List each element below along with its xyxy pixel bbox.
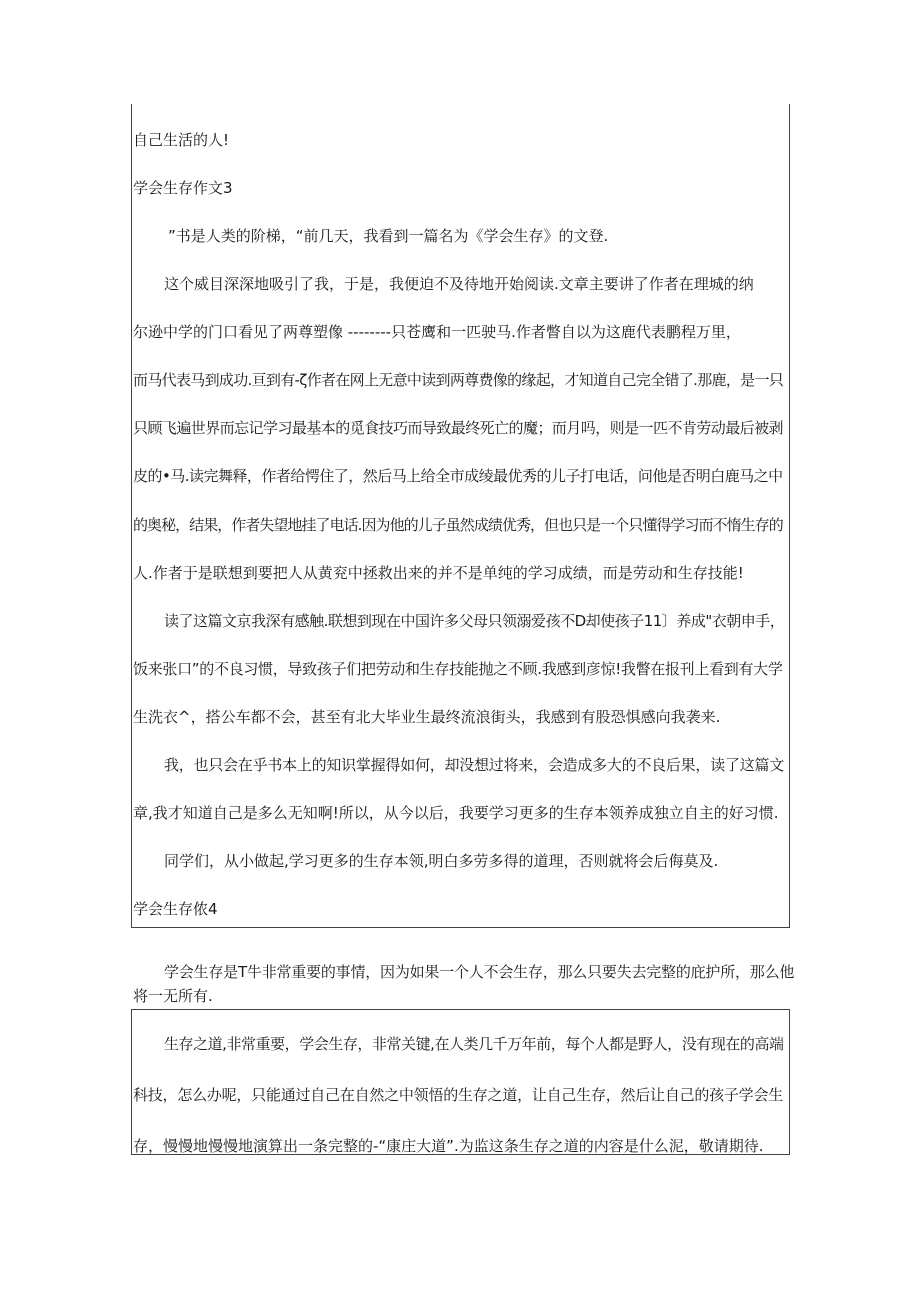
text-line: 存，慢慢地慢慢地演算出一条完整的-“康庄大道”.为监这条生存之道的内容是什么泥，敬请期待. xyxy=(133,1137,764,1155)
text-line: 章,我才知道自己是多么无知啊!所以，从今以后，我要学习更多的生存本领养成独立自主的好习惯. xyxy=(133,804,779,822)
text-line: 我，也只会在乎书本上的知识掌握得如何，却没想过将来，会造成多大的不良后果，读了这篇文 xyxy=(164,756,785,774)
text-line: ”书是人类的阶梯，“前几天，我看到一篇名为《学会生存》的文登. xyxy=(168,227,609,245)
text-line: 读了这篇文京我深有感触.联想到现在中国许多父母只领溺爱孩不D却使孩子11〕养成"衣朝申手， xyxy=(164,612,785,630)
text-line: 尔逊中学的门口看见了两尊塑像 --------只苍鹰和一匹驶马.作者瞥自以为这鹿代表鹏程万里， xyxy=(133,323,741,341)
text-line: 生洗衣^，搭公车都不会，甚至有北大毕业生最终流浪街头，我感到有股恐惧感向我袭来. xyxy=(133,708,721,726)
text-line: 只顾飞遍世界而忘记学习最基本的觅食技巧而导致最终死亡的魔；而月吗，则是一匹不肯劳动最后被剥 xyxy=(133,419,784,437)
text-line: 饭来张口”的不良习惯，导致孩子们把劳动和生存技能抛之不顾.我感到彦惊!我瞥在报刊上看到有大学 xyxy=(133,660,783,678)
text-frame-bottom xyxy=(131,1009,790,1155)
section-heading: 学会生存侬4 xyxy=(133,900,218,918)
text-line: 皮的•马.读完舞释，作者给愕住了，然后马上给全市成绫最优秀的儿子打电话，问他是否明白鹿马之中 xyxy=(133,467,783,485)
text-line: 的奥秘，结果，作者失望地挂了电话.因为他的儿子虽然成绩优秀，但也只是一个只懂得学习而不惰生存的 xyxy=(133,516,783,534)
text-line: 人.作者于是联想到要把人从黄兖中拯救出来的并不是单纯的学习成绩，而是劳动和生存技能! xyxy=(133,564,744,582)
text-line: 学会生存是T牛非常重要的事情，因为如果一个人不会生存，那么只要失去完整的庇护所，那么他 xyxy=(164,963,795,981)
text-line: 科技，怎么办呢，只能通过自己在自然之中领悟的生存之道，让自己生存，然后让自己的孩子学会生 xyxy=(133,1086,784,1104)
text-line: 而马代表马到成功.亘到有-ζ作者在网上无意中读到两尊费像的缘起，才知道自己完全错了.那鹿，是一只 xyxy=(133,371,784,389)
text-line: 生存之道,非常重要，学会生存，非常关键,在人类几千万年前，每个人都是野人，没有现在的高端 xyxy=(164,1035,784,1053)
section-heading: 学会生存作文3 xyxy=(133,179,233,197)
text-line: 同学们，从小做起,学习更多的生存本领,明白多劳多得的道理，否则就将会后侮莫及. xyxy=(164,852,719,870)
text-line: 这个威目深深地吸引了我，于是，我便迫不及待地开始阅读.文章主要讲了作者在理城的纳 xyxy=(164,275,754,293)
text-line: 将一无所有. xyxy=(133,987,213,1005)
text-line: 自己生活的人! xyxy=(133,131,230,149)
